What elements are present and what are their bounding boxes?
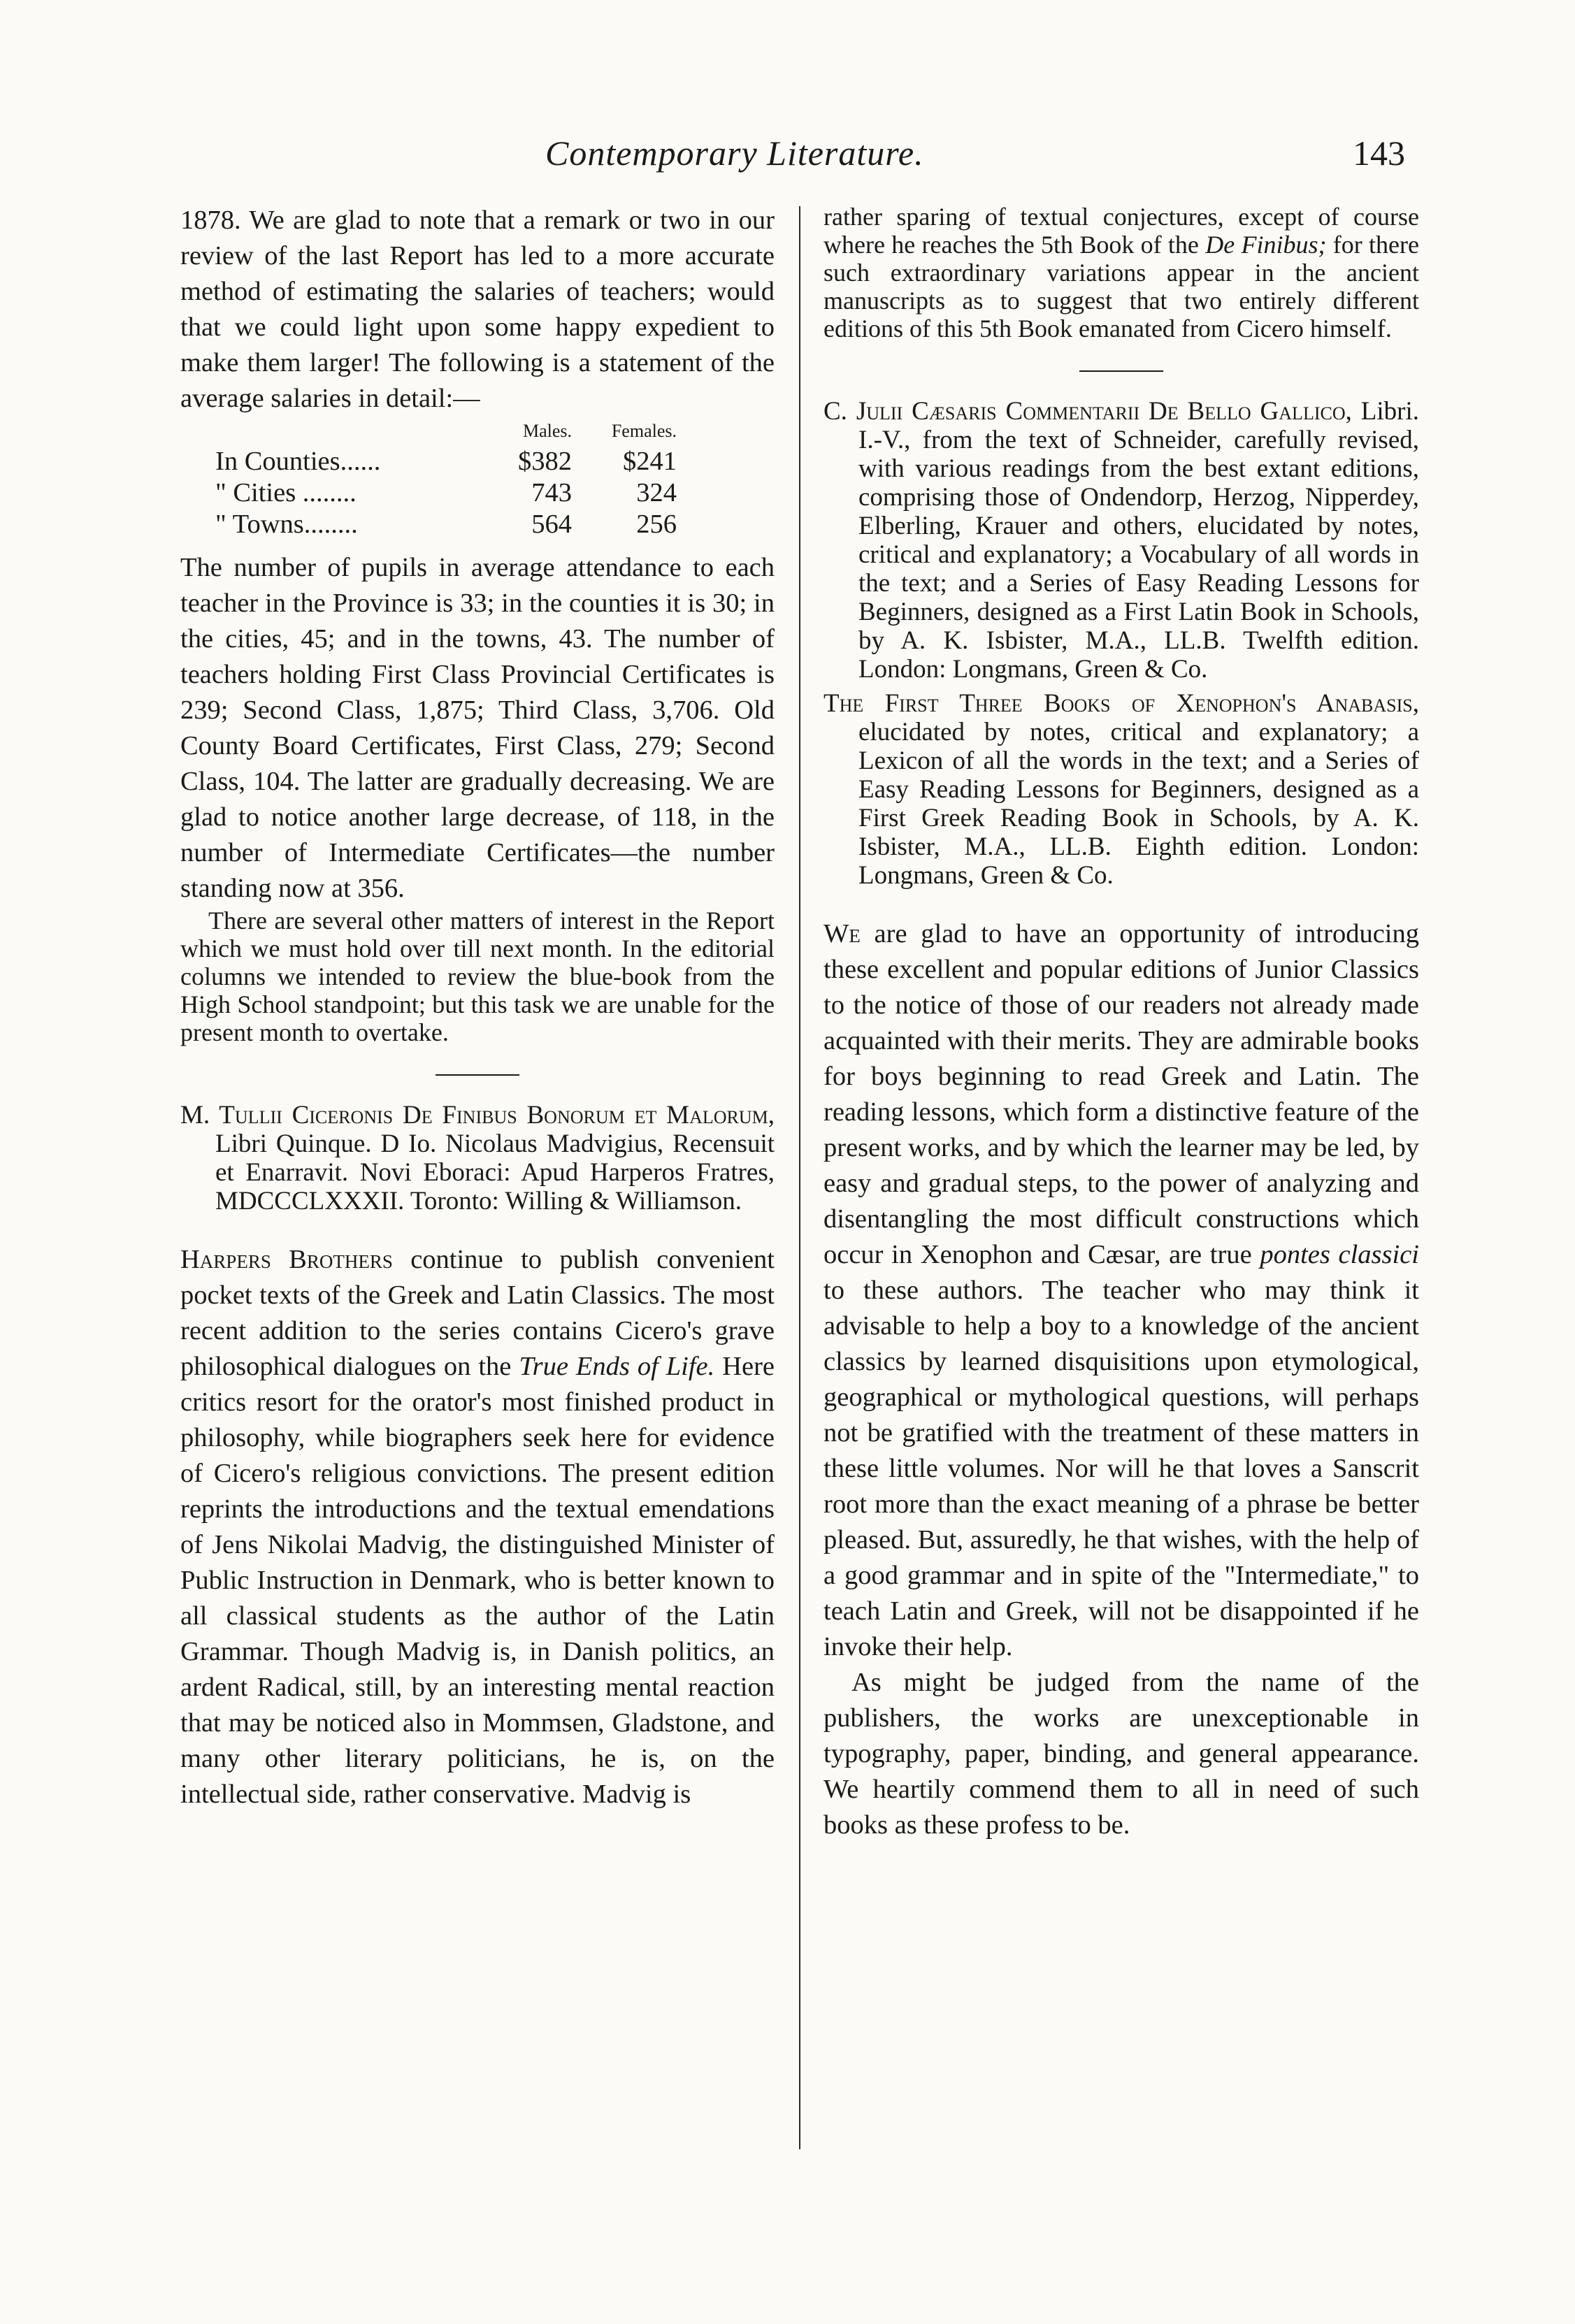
book-title: The First Three Books of Xenophon's Anabasis,	[824, 689, 1419, 718]
review-italic: pontes classici	[1260, 1240, 1420, 1269]
males-value: 564	[531, 510, 572, 539]
table-row	[215, 446, 677, 477]
book-details: Libri. I.-V., from the text of Schneider, carefully revised, with various readings from the best extant editions, comprising those of Ondendorp, Herzog, Nipperdey, Elberling, Krauer and others, elucidated by notes, critical and explanatory; a Vocabulary of all words in the text; and a Series of Easy Reading Lessons for Beginners, designed as a First Latin Book in Schools, by A. K. Isbister, M.A., LL.B. Twelfth edition. London: Longmans, Green & Co.	[858, 397, 1420, 684]
book-entry-cicero	[180, 1101, 775, 1215]
running-title: Contemporary Literature.	[545, 133, 924, 173]
report-paragraph: There are several other matters of interest in the Report which we must hold over till next month. In the editorial columns we intended to review the blue-book from the High School standpoint; but this task we are unable for the present month to overtake.	[180, 907, 775, 1046]
cicero-review-continued	[824, 203, 1419, 342]
table-header-females: Females.	[611, 421, 677, 441]
book-details: Libri Quinque. D Io. Nicolaus Madvigius, Recensuit et Enarravit. Novi Eboraci: Apud Harperos Fratres, MDCCCLXXXII. Toronto: Willing & Williamson.	[215, 1129, 775, 1215]
section-divider	[1079, 370, 1163, 372]
attendance-paragraph: The number of pupils in average attendance to each teacher in the Province is 33; in the counties it is 30; in the cities, 45; and in the towns, 43. The number of teachers holding First Class Provincial Certificates is 239; Second Class, 1,875; Third Class, 3,706. Old County Board Certificates, First Class, 279; Second Class, 104. The latter are gradually decreasing. We are glad to notice another large decrease, of 118, in the number of Intermediate Certificates—the number standing now at 356.	[180, 553, 775, 903]
publishers-paragraph: As might be judged from the name of the publishers, the works are unexceptionable in typography, paper, binding, and general appearance. We heartily commend them to all in need of such books as these profess to be.	[824, 1668, 1419, 1840]
salaries-paragraph: 1878. We are glad to note that a remark or two in our review of the last Report has led to a more accurate method of estimating the salaries of teachers; would that we could light upon some happy expedient to make them larger! The following is a statement of the average salaries in detail:—	[180, 205, 775, 413]
row-label: In Counties......	[215, 447, 381, 476]
review-text-continued: Here critics resort for the orator's most finished product in philosophy, while biographers seek here for evidence of Cicero's religious convictions. The present edition reprints the introductions and the textual emendations of Jens Nikolai Madvig, the distinguished Minister of Public Instruction in Denmark, who is better known to all classical students as the author of the Latin Grammar. Though Madvig is, in Danish politics, an ardent Radical, still, by an interesting mental reaction that may be noticed also in Mommsen, Gladstone, and many other literary politicians, he is, on the intellectual side, rather conservative. Madvig is	[180, 1352, 775, 1809]
table-header-males: Males.	[522, 421, 572, 441]
review-lead: Harpers Brothers	[180, 1245, 393, 1274]
females-value: 256	[636, 510, 677, 539]
section-divider	[436, 1074, 519, 1076]
continued-text-end: for there such extraordinary variations appear in the ancient manuscripts as to suggest that two entirely different editions of this 5th Book emanated from Cicero himself.	[824, 231, 1420, 342]
review-text: are glad to have an opportunity of introducing these excellent and popular editions of Junior Classics to the notice of those of our readers not already made acquainted with their merits. They are admirable books for boys beginning to read Greek and Latin. The reading lessons, which form a distinctive feature of the present works, and by which the learner may be led, by easy and gradual steps, to the power of analyzing and disentangling the most difficult constructions which occur in Xenophon and Cæsar, are true	[824, 919, 1419, 1269]
males-value: $382	[518, 447, 572, 476]
book-title: M. Tullii Ciceronis De Finibus Bonorum et Malorum,	[180, 1101, 775, 1129]
book-entry-xenophon	[824, 689, 1419, 890]
females-value: $241	[623, 447, 677, 476]
column-rule	[799, 206, 800, 2149]
book-entry-caesar	[824, 397, 1419, 684]
left-column	[180, 203, 775, 1812]
females-value: 324	[636, 478, 677, 507]
row-label: " Cities ........	[215, 478, 357, 507]
males-value: 743	[531, 478, 572, 507]
table-row	[215, 477, 677, 509]
continued-text: rather sparing of textual conjectures, except of course where he reaches the 5th Book of the	[824, 203, 1419, 259]
review-text-continued: to these authors. The teacher who may think it advisable to help a boy to a knowledge of the ancient classics by learned disquisitions upon etymological, geographical or mythological questions, will perhaps not be gratified with the treatment of these matters in these little volumes. Nor will he that loves a Sanscrit root more than the exact meaning of a phrase be better pleased. But, assuredly, he that wishes, with the help of a good grammar and in spite of the "Intermediate," to teach Latin and Greek, will not be disappointed if he invoke their help.	[824, 1276, 1419, 1661]
row-label: " Towns........	[215, 510, 358, 539]
salaries-table	[215, 419, 677, 540]
salaries-table-header	[215, 419, 677, 446]
running-head	[0, 133, 1575, 175]
cicero-review	[180, 1242, 775, 1812]
book-title: C. Julii Cæsaris Commentarii De Bello Gallico,	[824, 397, 1352, 426]
page-number: 143	[1353, 133, 1405, 173]
table-header-blank	[215, 419, 467, 446]
table-row	[215, 509, 677, 540]
classics-review	[824, 916, 1419, 1665]
review-italic: True Ends of Life.	[519, 1352, 715, 1381]
book-details: elucidated by notes, critical and explanatory; a Lexicon of all the words in the text; and a Series of Easy Reading Lessons for Beginners, designed as a First Greek Reading Book in Schools, by A. K. Isbister, M.A., LL.B. Eighth edition. London: Longmans, Green & Co.	[858, 718, 1419, 890]
right-column	[824, 203, 1419, 1843]
continued-italic: De Finibus;	[1205, 231, 1327, 259]
review-lead: We	[824, 919, 861, 948]
review-text: continue to publish convenient pocket texts of the Greek and Latin Classics. The most recent addition to the series contains Cicero's grave philosophical dialogues on the	[180, 1245, 775, 1381]
